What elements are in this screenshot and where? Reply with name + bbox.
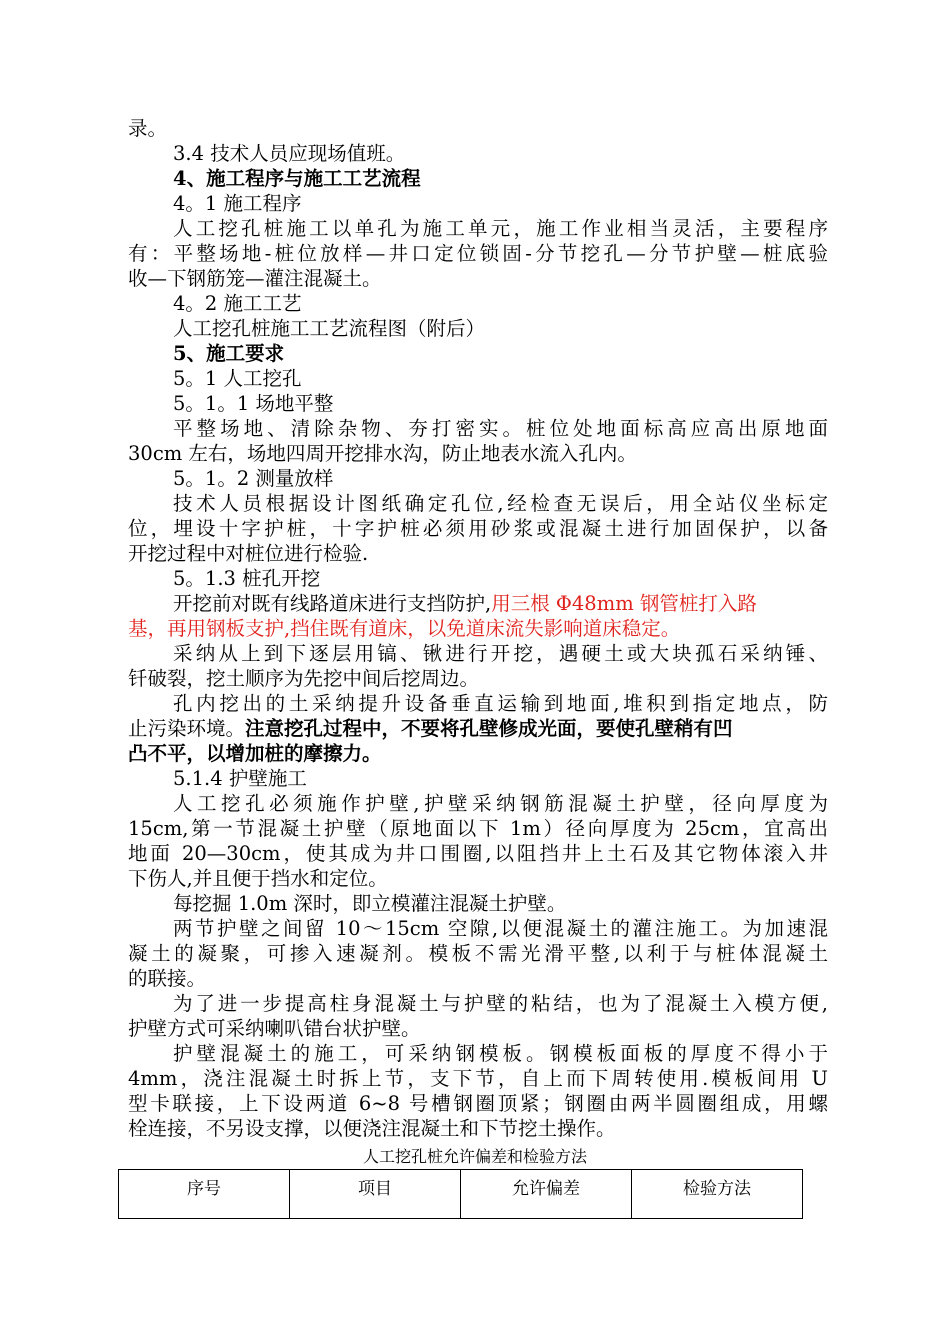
paragraph-line	[128, 591, 828, 616]
paragraph-line: 的联接。	[128, 967, 207, 990]
paragraph-line: 人工挖孔桩施工以单孔为施工单元，施工作业相当灵活，主要程序	[173, 217, 828, 240]
document-body	[128, 116, 828, 1141]
subsection-heading: 4。2 施工工艺	[173, 292, 302, 315]
section-heading: 5、施工要求	[173, 342, 285, 365]
paragraph-line: 钎破裂，挖土顺序为先挖中间后挖周边。	[128, 667, 480, 690]
paragraph-line: 为了进一步提高柱身混凝土与护壁的粘结，也为了混凝土入模方便,	[173, 992, 828, 1015]
highlighted-text: 用三根 Φ48mm 钢管桩打入路	[491, 592, 757, 615]
table-header-cell: 序号	[119, 1170, 290, 1219]
highlighted-line: 基，再用钢板支护,挡住既有道床，以免道床流失影响道床稳定。	[128, 617, 681, 640]
paragraph-line: 地面 20—30cm，使其成为井口围圈,以阻挡井上土石及其它物体滚入井	[128, 842, 828, 865]
paragraph-line: 人工挖孔必须施作护壁,护壁采纳钢筋混凝土护壁，径向厚度为	[173, 792, 828, 815]
paragraph-line: 护壁方式可采纳喇叭错台状护壁。	[128, 1017, 421, 1040]
paragraph-line: 15cm,第一节混凝土护壁（原地面以下 1m）径向厚度为 25cm，宜高出	[128, 817, 828, 840]
table-header-cell: 检验方法	[632, 1170, 803, 1219]
subsection-heading: 4。1 施工程序	[173, 192, 302, 215]
paragraph-line: 采纳从上到下逐层用镐、锹进行开挖，遇硬土或大块孤石采纳锤、	[173, 642, 828, 665]
subsection-heading: 5。1。1 场地平整	[173, 392, 334, 415]
paragraph-line	[128, 716, 828, 741]
paragraph-line: 30cm 左右，场地四周开挖排水沟，防止地表水流入孔内。	[128, 442, 637, 465]
subsection-heading: 5。1.3 桩孔开挖	[173, 567, 321, 590]
tolerance-table	[118, 1169, 803, 1219]
paragraph-text: 开挖前对既有线路道床进行支挡防护,	[173, 592, 492, 615]
subsection-heading: 5。1。2 测量放样	[173, 467, 334, 490]
subsection-heading: 5。1 人工挖孔	[173, 367, 302, 390]
paragraph-text: 止污染环境。	[128, 717, 246, 740]
paragraph-line: 每挖掘 1.0m 深时，即立模灌注混凝土护壁。	[173, 892, 567, 915]
table-caption: 人工挖孔桩允许偏差和检验方法	[362, 1147, 587, 1166]
table-header-cell: 项目	[290, 1170, 461, 1219]
paragraph-line: 位，埋设十字护桩，十字护桩必须用砂浆或混凝土进行加固保护，以备	[128, 517, 828, 540]
paragraph-line: 型卡联接，上下设两道 6~8 号槽钢圈顶紧；钢圈由两半圆圈组成，用螺	[128, 1092, 828, 1115]
emphasis-text: 注意挖孔过程中，不要将孔壁修成光面，要使孔壁稍有凹	[245, 717, 733, 740]
paragraph-line: 4mm，浇注混凝土时拆上节，支下节，自上而下周转使用.模板间用 U	[128, 1067, 828, 1090]
paragraph-line: 技术人员根据设计图纸确定孔位,经检查无误后，用全站仪坐标定	[173, 492, 828, 515]
table-header-cell: 允许偏差	[461, 1170, 632, 1219]
paragraph-line: 录。	[128, 117, 168, 140]
paragraph-line: 平整场地、清除杂物、夯打密实。桩位处地面标高应高出原地面	[173, 417, 828, 440]
paragraph-line: 开挖过程中对桩位进行检验.	[128, 542, 369, 565]
paragraph-line: 护壁混凝土的施工，可采纳钢模板。钢模板面板的厚度不得小于	[173, 1042, 828, 1065]
paragraph-line: 有：平整场地-桩位放样—井口定位锁固-分节挖孔—分节护壁—桩底验	[128, 242, 828, 265]
section-heading: 4、施工程序与施工工艺流程	[173, 167, 421, 190]
paragraph-line: 人工挖孔桩施工工艺流程图（附后）	[173, 317, 486, 340]
paragraph-line: 3.4 技术人员应现场值班。	[173, 142, 406, 165]
paragraph-line: 收—下钢筋笼—灌注混凝土。	[128, 267, 382, 290]
paragraph-line: 孔内挖出的土采纳提升设备垂直运输到地面,堆积到指定地点，防	[173, 692, 828, 715]
emphasis-line: 凸不平，以增加桩的摩擦力。	[128, 742, 382, 765]
paragraph-line: 下伤人,并且便于挡水和定位。	[128, 867, 388, 890]
paragraph-line: 栓连接，不另设支撑，以便浇注混凝土和下节挖土操作。	[128, 1117, 616, 1140]
subsection-heading: 5.1.4 护壁施工	[173, 767, 307, 790]
table-header-row	[119, 1170, 803, 1219]
paragraph-line: 凝土的凝聚，可掺入速凝剂。模板不需光滑平整,以利于与桩体混凝土	[128, 942, 828, 965]
paragraph-line: 两节护壁之间留 10～15cm 空隙,以便混凝土的灌注施工。为加速混	[173, 917, 828, 940]
